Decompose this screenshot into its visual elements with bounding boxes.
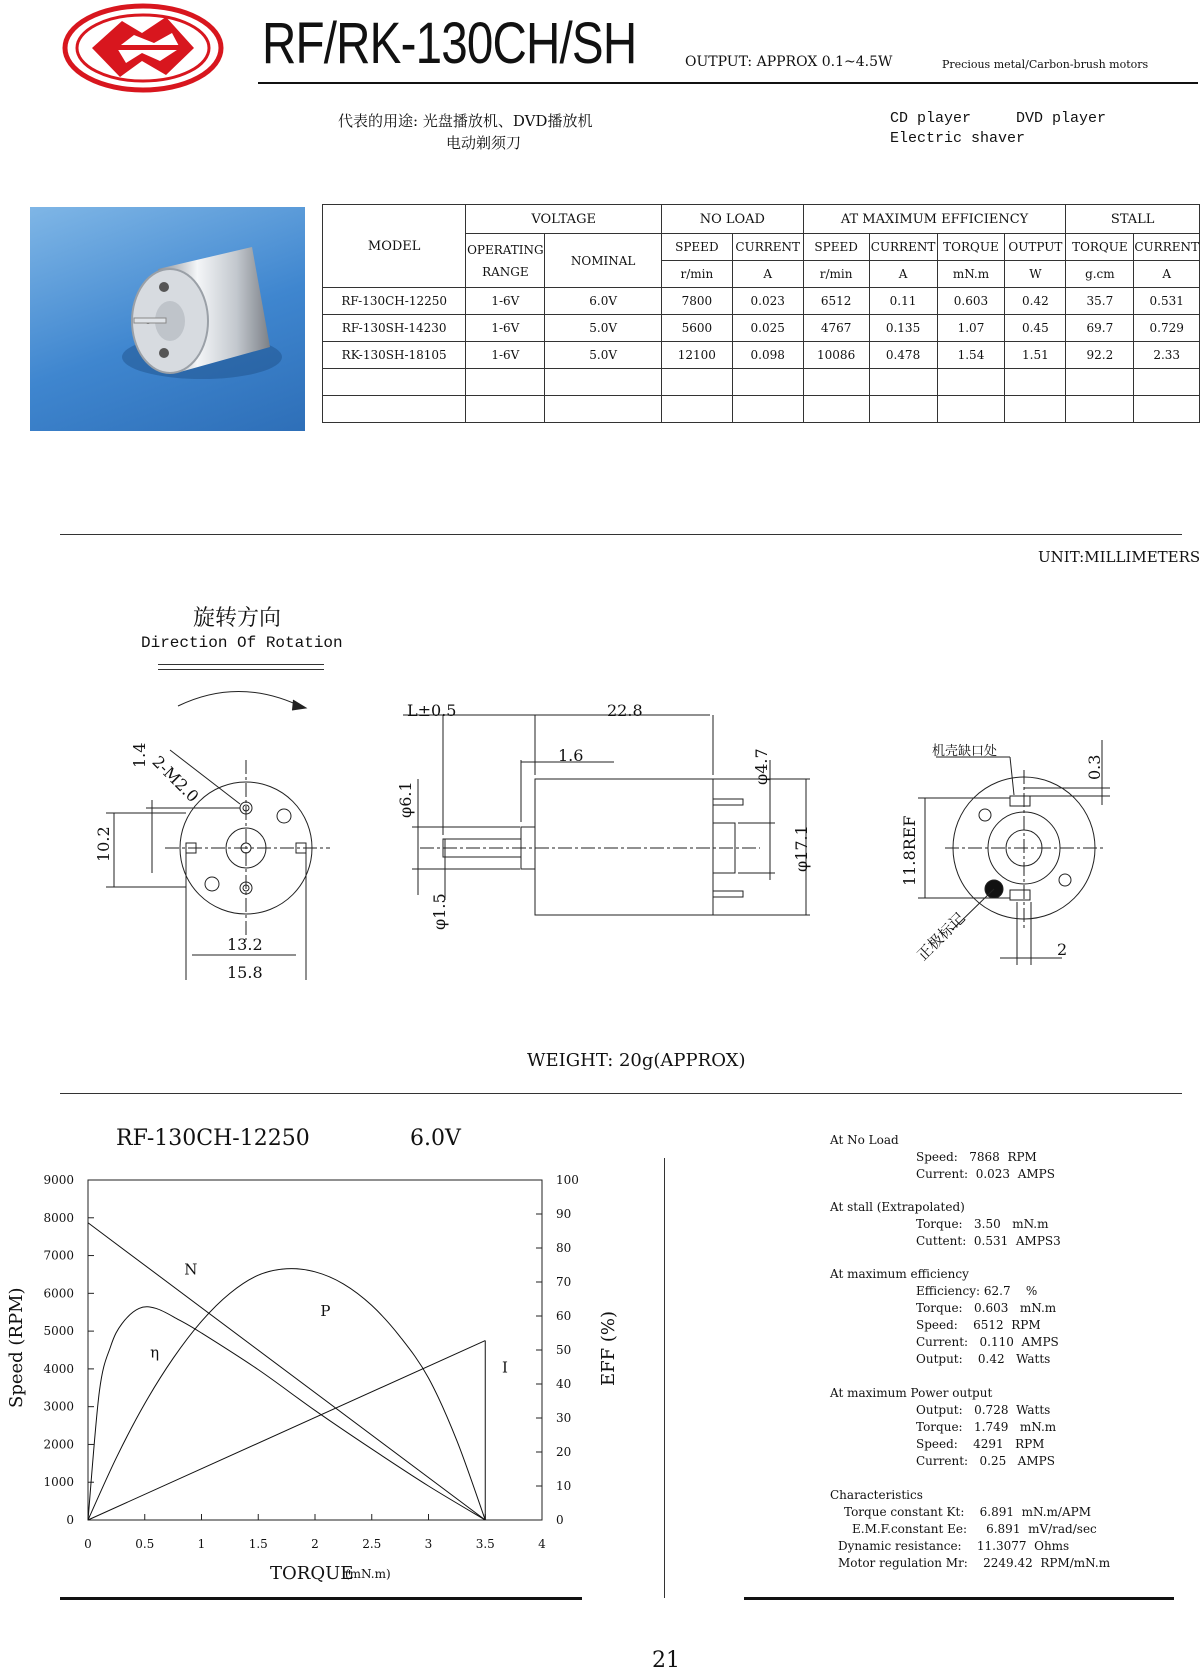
value-cell: 35.7	[1066, 288, 1134, 315]
rotation-title-cn: 旋转方向	[193, 606, 282, 631]
motor-type: Precious metal/Carbon-brush motors	[942, 58, 1149, 71]
value-cell: 0.603	[937, 288, 1005, 315]
dim-phi4-7: φ4.7	[752, 748, 771, 785]
model-cell: RF-130SH-14230	[323, 315, 466, 342]
rotation-underline	[158, 664, 324, 670]
dim-2: 2	[1057, 940, 1068, 959]
dim-22-8: 22.8	[607, 701, 643, 720]
output-range: OUTPUT: APPROX 0.1~4.5W	[685, 54, 893, 70]
performance-chart	[0, 1150, 640, 1550]
product-photo	[30, 207, 305, 431]
dim-13-2: 13.2	[227, 935, 263, 954]
value-cell: 1.54	[937, 342, 1005, 369]
value-cell: 2.33	[1134, 342, 1200, 369]
value-cell: 0.098	[732, 342, 803, 369]
th-unit: mN.m	[937, 261, 1005, 288]
page-number: 21	[652, 1648, 680, 1673]
weight-label: WEIGHT: 20g(APPROX)	[527, 1050, 746, 1071]
value-cell: 0.478	[869, 342, 937, 369]
dim-11-8ref: 11.8REF	[900, 815, 919, 886]
perf-maxeff-speed: Speed: 6512 RPM	[916, 1318, 1041, 1332]
value-cell: 1-6V	[466, 288, 545, 315]
empty-cell	[323, 396, 466, 423]
value-cell: 5.0V	[545, 315, 662, 342]
x-tick-label: 0	[84, 1537, 92, 1550]
empty-cell	[545, 369, 662, 396]
perf-char-title: Characteristics	[830, 1488, 923, 1502]
dim-phi6-1: φ6.1	[396, 781, 415, 818]
dim-1-6: 1.6	[558, 746, 584, 765]
th-unit: A	[869, 261, 937, 288]
value-cell: 92.2	[1066, 342, 1134, 369]
value-cell: 0.531	[1134, 288, 1200, 315]
th-unit: r/min	[803, 261, 869, 288]
y-tick-label: 9000	[43, 1173, 74, 1187]
th-unit: A	[1134, 261, 1200, 288]
empty-cell	[732, 369, 803, 396]
section-divider-2	[60, 1093, 1182, 1094]
usage-cn-2: 电动剃须刀	[446, 134, 522, 152]
value-cell: 7800	[661, 288, 732, 315]
series-label: P	[320, 1302, 331, 1320]
series-line-n	[88, 1223, 485, 1520]
perf-char-r: Dynamic resistance: 11.3077 Ohms	[838, 1539, 1070, 1553]
value-cell: 1.07	[937, 315, 1005, 342]
bottom-rule-right	[744, 1597, 1174, 1600]
empty-cell	[1005, 369, 1066, 396]
spec-table-body	[323, 288, 1200, 423]
logo-icon	[62, 3, 224, 93]
table-row-empty	[323, 369, 1200, 396]
y-tick-label: 3000	[43, 1399, 74, 1414]
th-output: OUTPUT	[1005, 234, 1066, 261]
perf-maxeff-title: At maximum efficiency	[830, 1267, 969, 1281]
empty-cell	[1134, 396, 1200, 423]
value-cell: 5.0V	[545, 342, 662, 369]
series-label: N	[184, 1260, 198, 1279]
x-axis-label: TORQUE	[270, 1563, 354, 1584]
value-cell: 10086	[803, 342, 869, 369]
value-cell: 1-6V	[466, 342, 545, 369]
value-cell: 69.7	[1066, 315, 1134, 342]
perf-no-load-speed: Speed: 7868 RPM	[916, 1150, 1037, 1164]
table-row	[323, 315, 1200, 342]
y2-tick-label: 100	[556, 1173, 579, 1187]
company-logo	[62, 3, 224, 93]
perf-maxeff-output: Output: 0.42 Watts	[916, 1352, 1051, 1366]
perf-maxpow-torque: Torque: 1.749 mN.m	[916, 1420, 1057, 1434]
series-line-eta	[88, 1307, 485, 1520]
perf-no-load-title: At No Load	[830, 1133, 899, 1147]
value-cell: 6.0V	[545, 288, 662, 315]
value-cell: 0.45	[1005, 315, 1066, 342]
empty-cell	[545, 396, 662, 423]
th-no-load: NO LOAD	[661, 205, 803, 234]
empty-cell	[1005, 396, 1066, 423]
spec-table	[322, 204, 1200, 423]
x-tick-label: 1.5	[248, 1537, 268, 1550]
empty-cell	[869, 369, 937, 396]
x-tick-label: 0.5	[135, 1537, 155, 1550]
value-cell: 0.11	[869, 288, 937, 315]
usage-en-2: Electric shaver	[890, 130, 1026, 147]
dim-phi1-5: φ1.5	[430, 893, 449, 930]
y2-tick-label: 80	[556, 1241, 572, 1255]
dim-0-3: 0.3	[1085, 754, 1104, 780]
chart-voltage: 6.0V	[410, 1126, 461, 1151]
empty-cell	[732, 396, 803, 423]
perf-maxeff-current: Current: 0.110 AMPS	[916, 1335, 1059, 1349]
th-current: CURRENT	[732, 234, 803, 261]
y2-tick-label: 90	[556, 1207, 572, 1221]
table-row	[323, 288, 1200, 315]
th-unit: g.cm	[1066, 261, 1134, 288]
y2-tick-label: 20	[556, 1445, 572, 1459]
chart-title: RF-130CH-12250	[116, 1126, 310, 1151]
dim-10-2: 10.2	[94, 826, 113, 862]
value-cell: 1.51	[1005, 342, 1066, 369]
value-cell: 0.42	[1005, 288, 1066, 315]
empty-cell	[466, 396, 545, 423]
perf-no-load-current: Current: 0.023 AMPS	[916, 1167, 1055, 1181]
dim-2-m2: 2-M2.0	[148, 752, 203, 807]
th-unit: A	[732, 261, 803, 288]
empty-cell	[1066, 369, 1134, 396]
empty-cell	[803, 396, 869, 423]
value-cell: 1-6V	[466, 315, 545, 342]
side-view	[403, 715, 810, 915]
th-unit: W	[1005, 261, 1066, 288]
y2-tick-label: 60	[556, 1309, 572, 1323]
y2-axis-label: EFF (%)	[598, 1311, 619, 1386]
title-underline	[258, 82, 1198, 84]
empty-cell	[1134, 369, 1200, 396]
unit-label: UNIT:MILLIMETERS	[1038, 548, 1200, 566]
rotation-title-en: Direction Of Rotation	[141, 634, 343, 652]
value-cell: 0.135	[869, 315, 937, 342]
x-tick-label: 3.5	[475, 1537, 495, 1550]
x-tick-label: 3	[424, 1537, 433, 1550]
model-cell: RF-130CH-12250	[323, 288, 466, 315]
th-speed: SPEED	[803, 234, 869, 261]
th-torque: TORQUE	[937, 234, 1005, 261]
y2-tick-label: 50	[556, 1343, 572, 1357]
usage-cn-1: 代表的用途: 光盘播放机、DVD播放机	[338, 112, 593, 130]
th-voltage: VOLTAGE	[466, 205, 662, 234]
dim-case-notch: 机壳缺口处	[932, 744, 998, 759]
th-current: CURRENT	[869, 234, 937, 261]
series-label: η	[150, 1343, 160, 1362]
th-nominal: NOMINAL	[545, 234, 662, 288]
th-operating-range: OPERATING RANGE	[466, 234, 545, 288]
x-tick-label: 2.5	[362, 1537, 382, 1550]
y2-tick-label: 0	[556, 1513, 564, 1527]
value-cell: 0.729	[1134, 315, 1200, 342]
y-axis-label: Speed (RPM)	[6, 1287, 27, 1408]
value-cell: 0.025	[732, 315, 803, 342]
series-label: I	[502, 1358, 508, 1377]
model-cell: RK-130SH-18105	[323, 342, 466, 369]
th-stall: STALL	[1066, 205, 1200, 234]
dim-polarity-mark: 正极标记	[913, 908, 969, 965]
value-cell: 6512	[803, 288, 869, 315]
y2-tick-label: 30	[556, 1411, 572, 1425]
empty-cell	[937, 396, 1005, 423]
th-current: CURRENT	[1134, 234, 1200, 261]
empty-cell	[869, 396, 937, 423]
y-tick-label: 6000	[43, 1286, 74, 1301]
motor-photo-icon	[30, 207, 305, 431]
value-cell: 0.023	[732, 288, 803, 315]
y-tick-label: 2000	[43, 1437, 74, 1452]
empty-cell	[937, 369, 1005, 396]
perf-maxpow-current: Current: 0.25 AMPS	[916, 1454, 1055, 1468]
empty-cell	[323, 369, 466, 396]
th-speed: SPEED	[661, 234, 732, 261]
perf-maxeff-torque: Torque: 0.603 mN.m	[916, 1301, 1057, 1315]
perf-maxpow-output: Output: 0.728 Watts	[916, 1403, 1051, 1417]
y-tick-label: 1000	[43, 1475, 74, 1490]
page-title: RF/RK-130CH/SH	[262, 11, 637, 76]
y-tick-label: 7000	[43, 1248, 74, 1263]
value-cell: 4767	[803, 315, 869, 342]
table-row-empty	[323, 396, 1200, 423]
perf-char-ke: E.M.F.constant Ee: 6.891 mV/rad/sec	[852, 1522, 1097, 1536]
th-unit: r/min	[661, 261, 732, 288]
section-divider	[60, 534, 1182, 535]
empty-cell	[803, 369, 869, 396]
y-tick-label: 5000	[43, 1324, 74, 1339]
perf-maxpow-title: At maximum Power output	[830, 1386, 993, 1400]
usage-en-1: CD player DVD player	[890, 110, 1107, 127]
dim-L: L±0.5	[407, 701, 457, 720]
empty-cell	[661, 369, 732, 396]
th-at-max-eff: AT MAXIMUM EFFICIENCY	[803, 205, 1066, 234]
perf-maxpow-speed: Speed: 4291 RPM	[916, 1437, 1045, 1451]
value-cell: 12100	[661, 342, 732, 369]
th-torque: TORQUE	[1066, 234, 1134, 261]
dim-15-8: 15.8	[227, 963, 263, 982]
dim-1-4: 1.4	[130, 742, 149, 768]
perf-stall-title: At stall (Extrapolated)	[830, 1200, 965, 1214]
y-tick-label: 8000	[43, 1210, 74, 1225]
y-tick-label: 0	[66, 1513, 74, 1527]
perf-char-mr: Motor regulation Mr: 2249.42 RPM/mN.m	[838, 1556, 1111, 1570]
perf-stall-current: Cuttent: 0.531 AMPS3	[916, 1234, 1061, 1248]
empty-cell	[661, 396, 732, 423]
empty-cell	[466, 369, 545, 396]
x-tick-label: 4	[538, 1537, 546, 1550]
y-tick-label: 4000	[43, 1361, 74, 1376]
x-tick-label: 2	[311, 1537, 319, 1550]
y2-tick-label: 40	[556, 1377, 572, 1391]
series-line-p	[88, 1269, 485, 1520]
perf-maxeff-eff: Efficiency: 62.7 %	[916, 1284, 1038, 1298]
table-row	[323, 342, 1200, 369]
x-tick-label: 1	[197, 1537, 206, 1550]
th-model: MODEL	[323, 205, 466, 288]
x-axis-unit: (mN.m)	[345, 1567, 391, 1581]
front-view	[106, 750, 330, 980]
dim-phi17-1: φ17.1	[792, 825, 811, 872]
y2-tick-label: 10	[556, 1479, 572, 1493]
bottom-rule-left	[60, 1597, 582, 1600]
series-line-i	[88, 1341, 485, 1520]
panel-divider	[664, 1158, 665, 1598]
perf-char-kt: Torque constant Kt: 6.891 mN.m/APM	[844, 1505, 1091, 1519]
empty-cell	[1066, 396, 1134, 423]
perf-stall-torque: Torque: 3.50 mN.m	[916, 1217, 1049, 1231]
technical-drawing	[0, 680, 1200, 980]
y2-tick-label: 70	[556, 1275, 572, 1289]
value-cell: 5600	[661, 315, 732, 342]
